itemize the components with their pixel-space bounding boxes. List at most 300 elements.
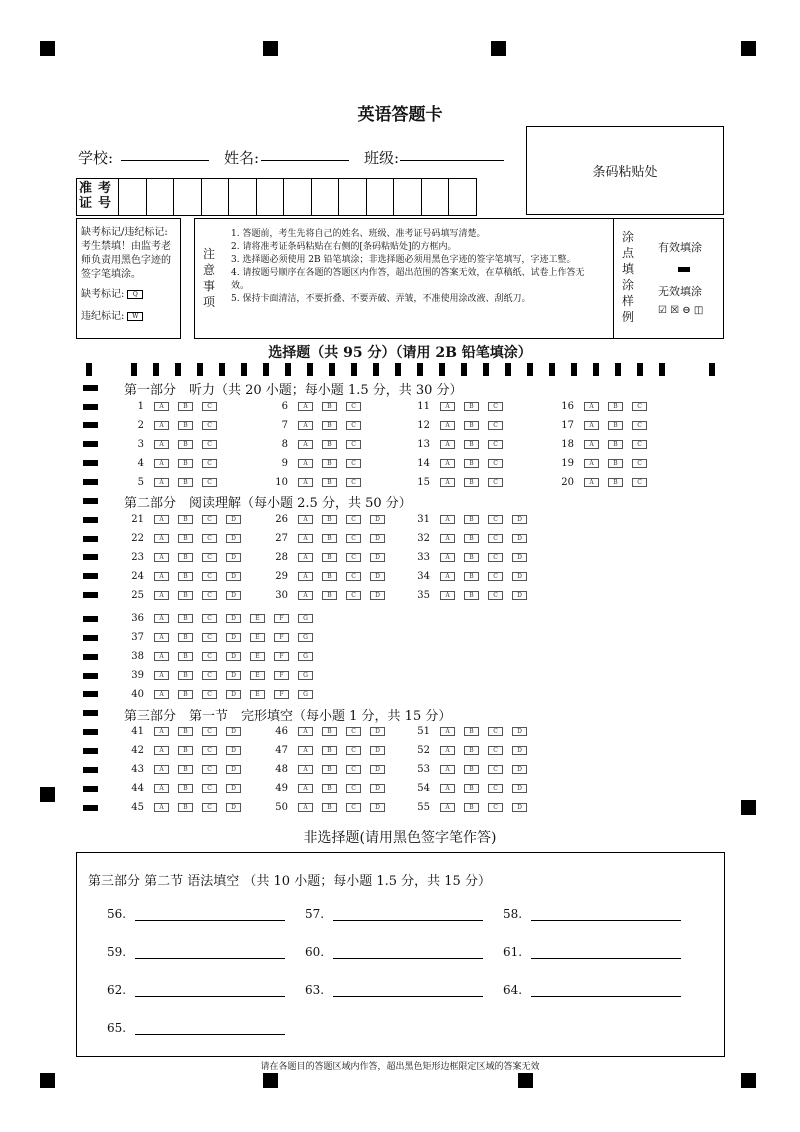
answer-bubble-c[interactable]: C [346,534,361,543]
row-mark [83,517,98,523]
answer-bubble-d[interactable]: D [370,746,385,755]
answer-line[interactable] [333,996,483,997]
answer-bubble-a[interactable]: A [298,572,313,581]
answer-bubble-d[interactable]: D [370,727,385,736]
timing-mark [505,363,511,376]
answer-bubble-d[interactable]: D [512,534,527,543]
answer-bubble-a[interactable]: A [154,459,169,468]
answer-bubble-b[interactable]: B [178,727,193,736]
answer-bubble-b[interactable]: B [178,671,193,680]
answer-bubble-b[interactable]: B [178,515,193,524]
answer-bubble-c[interactable]: C [488,421,503,430]
question-number: 27 [275,532,288,544]
answer-bubble-b[interactable]: B [322,478,337,487]
answer-bubble-a[interactable]: A [154,478,169,487]
answer-bubble-a[interactable]: A [440,421,455,430]
answer-bubble-d[interactable]: D [370,765,385,774]
question-row [268,420,370,430]
exam-id-cell[interactable] [147,179,175,215]
answer-bubble-c[interactable]: C [346,591,361,600]
answer-bubble-b[interactable]: B [322,459,337,468]
answer-bubble-a[interactable]: A [440,515,455,524]
answer-bubble-e[interactable]: E [250,671,265,680]
answer-bubble-c[interactable]: C [488,572,503,581]
answer-bubble-c[interactable]: C [202,591,217,600]
question-number: 48 [275,763,288,775]
answer-bubble-c[interactable]: C [202,515,217,524]
answer-bubble-a[interactable]: A [440,803,455,812]
answer-bubble-c[interactable]: C [202,553,217,562]
answer-bubble-d[interactable]: D [226,614,241,623]
answer-bubble-b[interactable]: B [322,784,337,793]
answer-bubble-d[interactable]: D [512,803,527,812]
answer-bubble-e[interactable]: E [250,690,265,699]
answer-bubble-b[interactable]: B [178,402,193,411]
answer-bubble-a[interactable]: A [154,440,169,449]
answer-bubble-a[interactable]: A [298,515,313,524]
absent-checkbox[interactable]: Q [127,290,143,299]
answer-bubble-c[interactable]: C [202,440,217,449]
row-mark [83,748,98,754]
answer-bubble-d[interactable]: D [512,727,527,736]
answer-bubble-f[interactable]: F [274,671,289,680]
answer-bubble-b[interactable]: B [608,440,623,449]
question-row [124,533,250,543]
answer-bubble-c[interactable]: C [202,746,217,755]
answer-bubble-c[interactable]: C [488,784,503,793]
answer-bubble-c[interactable]: C [488,591,503,600]
answer-bubble-b[interactable]: B [178,591,193,600]
answer-bubble-e[interactable]: E [250,614,265,623]
answer-bubble-c[interactable]: C [346,572,361,581]
answer-bubble-e[interactable]: E [250,652,265,661]
answer-bubble-b[interactable]: B [322,515,337,524]
answer-bubble-c[interactable]: C [202,690,217,699]
answer-bubble-c[interactable]: C [488,803,503,812]
answer-bubble-c[interactable]: C [346,803,361,812]
answer-bubble-d[interactable]: D [512,591,527,600]
exam-id-label: 准考证号 [77,179,119,215]
answer-bubble-e[interactable]: E [250,633,265,642]
blank-number: 64. [503,983,523,997]
absence-mark-text: 考生禁填！由监考老师负责用黑色字迹的签字笔填涂。 [81,241,171,280]
answer-bubble-c[interactable]: C [488,459,503,468]
question-number: 9 [281,457,288,469]
answer-line[interactable] [333,920,483,921]
answer-bubble-a[interactable]: A [584,459,599,468]
answer-bubble-d[interactable]: D [370,553,385,562]
answer-bubble-a[interactable]: A [440,478,455,487]
answer-bubble-a[interactable]: A [298,534,313,543]
answer-bubble-b[interactable]: B [178,572,193,581]
answer-line[interactable] [531,958,681,959]
answer-bubble-a[interactable]: A [298,746,313,755]
blank-63 [305,983,324,997]
answer-bubble-c[interactable]: C [202,784,217,793]
registration-mark [741,800,756,815]
answer-line[interactable] [135,996,285,997]
row-mark [83,498,98,504]
answer-bubble-a[interactable]: A [440,534,455,543]
answer-bubble-a[interactable]: A [440,459,455,468]
blank-number: 62. [107,983,127,997]
answer-bubble-c[interactable]: C [632,402,647,411]
question-row [268,401,370,411]
answer-bubble-c[interactable]: C [488,727,503,736]
answer-bubble-b[interactable]: B [608,478,623,487]
answer-bubble-b[interactable]: B [464,440,479,449]
answer-bubble-b[interactable]: B [178,746,193,755]
answer-bubble-c[interactable]: C [346,478,361,487]
answer-bubble-b[interactable]: B [178,633,193,642]
answer-bubble-c[interactable]: C [488,478,503,487]
answer-bubble-b[interactable]: B [464,727,479,736]
answer-bubble-a[interactable]: A [440,553,455,562]
answer-bubble-a[interactable]: A [584,478,599,487]
answer-bubble-a[interactable]: A [154,572,169,581]
answer-line[interactable] [333,958,483,959]
answer-bubble-b[interactable]: B [608,402,623,411]
question-number: 40 [131,688,144,700]
answer-bubble-c[interactable]: C [488,515,503,524]
answer-bubble-c[interactable]: C [346,784,361,793]
exam-id-cell[interactable] [119,179,147,215]
answer-bubble-b[interactable]: B [178,765,193,774]
answer-bubble-a[interactable]: A [584,421,599,430]
answer-bubble-c[interactable]: C [346,402,361,411]
row-mark [83,479,98,485]
answer-bubble-a[interactable]: A [298,478,313,487]
answer-bubble-d[interactable]: D [226,746,241,755]
exam-id-cell[interactable] [174,179,202,215]
answer-bubble-d[interactable]: D [512,746,527,755]
answer-bubble-g[interactable]: G [298,614,313,623]
name-field[interactable] [261,160,349,161]
answer-bubble-a[interactable]: A [298,459,313,468]
question-row [124,590,250,600]
question-row [268,802,394,812]
question-number: 54 [417,782,430,794]
answer-bubble-a[interactable]: A [440,727,455,736]
answer-bubble-a[interactable]: A [154,671,169,680]
question-row [268,726,394,736]
answer-bubble-f[interactable]: F [274,614,289,623]
answer-bubble-c[interactable]: C [488,402,503,411]
answer-bubble-b[interactable]: B [464,765,479,774]
answer-bubble-d[interactable]: D [226,553,241,562]
answer-bubble-b[interactable]: B [178,553,193,562]
question-row [124,689,322,699]
answer-bubble-a[interactable]: A [298,784,313,793]
answer-bubble-b[interactable]: B [322,534,337,543]
answer-bubble-c[interactable]: C [202,459,217,468]
answer-bubble-a[interactable]: A [440,784,455,793]
answer-bubble-d[interactable]: D [512,553,527,562]
answer-bubble-b[interactable]: B [464,746,479,755]
timing-mark [307,363,313,376]
answer-bubble-b[interactable]: B [464,459,479,468]
question-row [410,552,536,562]
answer-bubble-c[interactable]: C [202,402,217,411]
answer-bubble-c[interactable]: C [202,421,217,430]
answer-bubble-c[interactable]: C [632,459,647,468]
answer-bubble-d[interactable]: D [370,803,385,812]
answer-bubble-d[interactable]: D [512,784,527,793]
answer-bubble-a[interactable]: A [154,421,169,430]
answer-bubble-a[interactable]: A [154,633,169,642]
answer-bubble-a[interactable]: A [440,591,455,600]
answer-bubble-g[interactable]: G [298,690,313,699]
answer-bubble-c[interactable]: C [632,421,647,430]
answer-bubble-a[interactable]: A [298,553,313,562]
answer-bubble-a[interactable]: A [154,727,169,736]
answer-bubble-a[interactable]: A [154,690,169,699]
answer-bubble-a[interactable]: A [298,803,313,812]
answer-bubble-a[interactable]: A [298,765,313,774]
question-row [410,514,536,524]
row-mark [83,616,98,622]
answer-bubble-d[interactable]: D [370,534,385,543]
answer-bubble-f[interactable]: F [274,690,289,699]
answer-bubble-d[interactable]: D [370,515,385,524]
answer-bubble-b[interactable]: B [464,534,479,543]
answer-bubble-b[interactable]: B [322,727,337,736]
answer-bubble-b[interactable]: B [178,784,193,793]
valid-fill-label: 有效填涂 [658,241,702,254]
answer-bubble-a[interactable]: A [298,402,313,411]
school-label: 学校: [78,149,114,167]
answer-bubble-c[interactable]: C [346,553,361,562]
footer-note: 请在各题目的答题区域内作答，超出黑色矩形边框限定区域的答案无效 [260,1062,540,1072]
answer-line[interactable] [135,958,285,959]
answer-bubble-a[interactable]: A [584,402,599,411]
answer-bubble-b[interactable]: B [322,572,337,581]
answer-bubble-c[interactable]: C [202,765,217,774]
answer-bubble-a[interactable]: A [154,803,169,812]
class-field[interactable] [400,160,504,161]
answer-bubble-b[interactable]: B [464,515,479,524]
question-number: 10 [275,476,288,488]
answer-bubble-b[interactable]: B [464,803,479,812]
answer-bubble-c[interactable]: C [202,614,217,623]
answer-bubble-b[interactable]: B [464,591,479,600]
answer-bubble-b[interactable]: B [178,478,193,487]
question-row [554,477,656,487]
row-mark [83,654,98,660]
answer-bubble-d[interactable]: D [226,591,241,600]
answer-bubble-b[interactable]: B [464,784,479,793]
answer-bubble-b[interactable]: B [178,690,193,699]
question-row [554,420,656,430]
answer-bubble-d[interactable]: D [226,572,241,581]
answer-bubble-d[interactable]: D [512,572,527,581]
answer-bubble-b[interactable]: B [322,746,337,755]
answer-bubble-c[interactable]: C [202,478,217,487]
answer-bubble-g[interactable]: G [298,633,313,642]
answer-bubble-d[interactable]: D [226,652,241,661]
answer-bubble-b[interactable]: B [464,553,479,562]
exam-id-cell[interactable] [394,179,422,215]
row-mark [83,592,98,598]
answer-bubble-b[interactable]: B [608,459,623,468]
answer-bubble-c[interactable]: C [488,534,503,543]
question-number: 45 [131,801,144,813]
answer-bubble-f[interactable]: F [274,633,289,642]
answer-bubble-c[interactable]: C [346,765,361,774]
blank-64 [503,983,522,997]
answer-bubble-b[interactable]: B [322,803,337,812]
answer-bubble-a[interactable]: A [154,746,169,755]
timing-mark [483,363,489,376]
answer-bubble-c[interactable]: C [202,633,217,642]
exam-id-cell[interactable] [202,179,230,215]
school-field[interactable] [121,160,209,161]
answer-bubble-d[interactable]: D [226,690,241,699]
answer-bubble-c[interactable]: C [202,803,217,812]
answer-bubble-a[interactable]: A [298,591,313,600]
registration-mark [741,1073,756,1088]
exam-id-cell[interactable] [339,179,367,215]
answer-bubble-d[interactable]: D [226,534,241,543]
answer-bubble-b[interactable]: B [464,478,479,487]
answer-bubble-c[interactable]: C [346,746,361,755]
answer-bubble-d[interactable]: D [512,515,527,524]
question-number: 36 [131,613,144,624]
answer-bubble-b[interactable]: B [178,652,193,661]
answer-bubble-d[interactable]: D [370,591,385,600]
answer-bubble-b[interactable]: B [322,402,337,411]
exam-id-cell[interactable] [257,179,285,215]
timing-mark [709,363,715,376]
answer-bubble-b[interactable]: B [178,803,193,812]
answer-bubble-a[interactable]: A [154,765,169,774]
answer-bubble-b[interactable]: B [178,459,193,468]
answer-bubble-a[interactable]: A [584,440,599,449]
answer-bubble-c[interactable]: C [202,572,217,581]
answer-bubble-d[interactable]: D [226,633,241,642]
answer-bubble-c[interactable]: C [488,765,503,774]
answer-bubble-g[interactable]: G [298,671,313,680]
answer-bubble-d[interactable]: D [370,784,385,793]
question-number: 49 [275,782,288,794]
exam-id-cell[interactable] [229,179,257,215]
exam-id-cell[interactable] [367,179,395,215]
answer-bubble-a[interactable]: A [154,591,169,600]
answer-bubble-b[interactable]: B [464,572,479,581]
answer-bubble-c[interactable]: C [346,515,361,524]
answer-bubble-c[interactable]: C [346,459,361,468]
answer-line[interactable] [135,1034,285,1035]
answer-bubble-c[interactable]: C [202,534,217,543]
answer-bubble-b[interactable]: B [608,421,623,430]
question-number: 34 [417,570,430,582]
answer-bubble-c[interactable]: C [632,478,647,487]
answer-bubble-b[interactable]: B [178,614,193,623]
answer-bubble-a[interactable]: A [154,553,169,562]
answer-bubble-a[interactable]: A [440,440,455,449]
exam-id-cell[interactable] [312,179,340,215]
timing-mark [197,363,203,376]
exam-id-cell[interactable] [284,179,312,215]
answer-bubble-c[interactable]: C [632,440,647,449]
timing-mark [395,363,401,376]
answer-bubble-d[interactable]: D [226,803,241,812]
answer-bubble-a[interactable]: A [154,652,169,661]
row-mark [83,673,98,679]
answer-bubble-a[interactable]: A [440,402,455,411]
answer-bubble-d[interactable]: D [512,765,527,774]
answer-line[interactable] [135,920,285,921]
timing-mark [571,363,577,376]
row-mark [83,710,98,716]
answer-bubble-c[interactable]: C [488,746,503,755]
answer-bubble-a[interactable]: A [154,402,169,411]
blank-number: 65. [107,1021,127,1035]
answer-bubble-a[interactable]: A [298,440,313,449]
answer-bubble-a[interactable]: A [440,746,455,755]
answer-bubble-b[interactable]: B [464,421,479,430]
answer-bubble-c[interactable]: C [202,671,217,680]
answer-bubble-b[interactable]: B [322,765,337,774]
answer-bubble-c[interactable]: C [202,652,217,661]
answer-bubble-b[interactable]: B [178,534,193,543]
question-row [124,477,226,487]
answer-bubble-a[interactable]: A [298,421,313,430]
answer-bubble-b[interactable]: B [322,553,337,562]
answer-bubble-b[interactable]: B [178,421,193,430]
answer-bubble-c[interactable]: C [346,421,361,430]
answer-bubble-c[interactable]: C [202,727,217,736]
blank-62 [107,983,126,997]
answer-bubble-d[interactable]: D [226,515,241,524]
answer-bubble-f[interactable]: F [274,652,289,661]
answer-line[interactable] [531,920,681,921]
blank-56 [107,907,126,921]
answer-bubble-b[interactable]: B [322,591,337,600]
answer-bubble-c[interactable]: C [488,440,503,449]
exam-id-cell[interactable] [422,179,450,215]
answer-bubble-a[interactable]: A [440,572,455,581]
answer-line[interactable] [531,996,681,997]
answer-bubble-d[interactable]: D [226,671,241,680]
answer-bubble-a[interactable]: A [154,515,169,524]
answer-bubble-c[interactable]: C [488,553,503,562]
answer-bubble-d[interactable]: D [226,727,241,736]
answer-bubble-d[interactable]: D [370,572,385,581]
question-number: 15 [417,476,430,488]
answer-bubble-a[interactable]: A [440,765,455,774]
answer-bubble-b[interactable]: B [322,440,337,449]
question-number: 6 [281,401,288,412]
answer-bubble-a[interactable]: A [154,614,169,623]
answer-bubble-a[interactable]: A [298,727,313,736]
answer-bubble-a[interactable]: A [154,534,169,543]
exam-id-cell[interactable] [449,179,476,215]
timing-mark [263,363,269,376]
answer-bubble-d[interactable]: D [226,784,241,793]
violation-checkbox[interactable]: W [127,312,143,321]
answer-bubble-c[interactable]: C [346,440,361,449]
answer-bubble-b[interactable]: B [322,421,337,430]
registration-mark [40,787,55,802]
answer-bubble-b[interactable]: B [178,440,193,449]
answer-bubble-c[interactable]: C [346,727,361,736]
question-number: 21 [131,514,144,525]
answer-bubble-d[interactable]: D [226,765,241,774]
answer-bubble-b[interactable]: B [464,402,479,411]
answer-bubble-a[interactable]: A [154,784,169,793]
answer-bubble-g[interactable]: G [298,652,313,661]
